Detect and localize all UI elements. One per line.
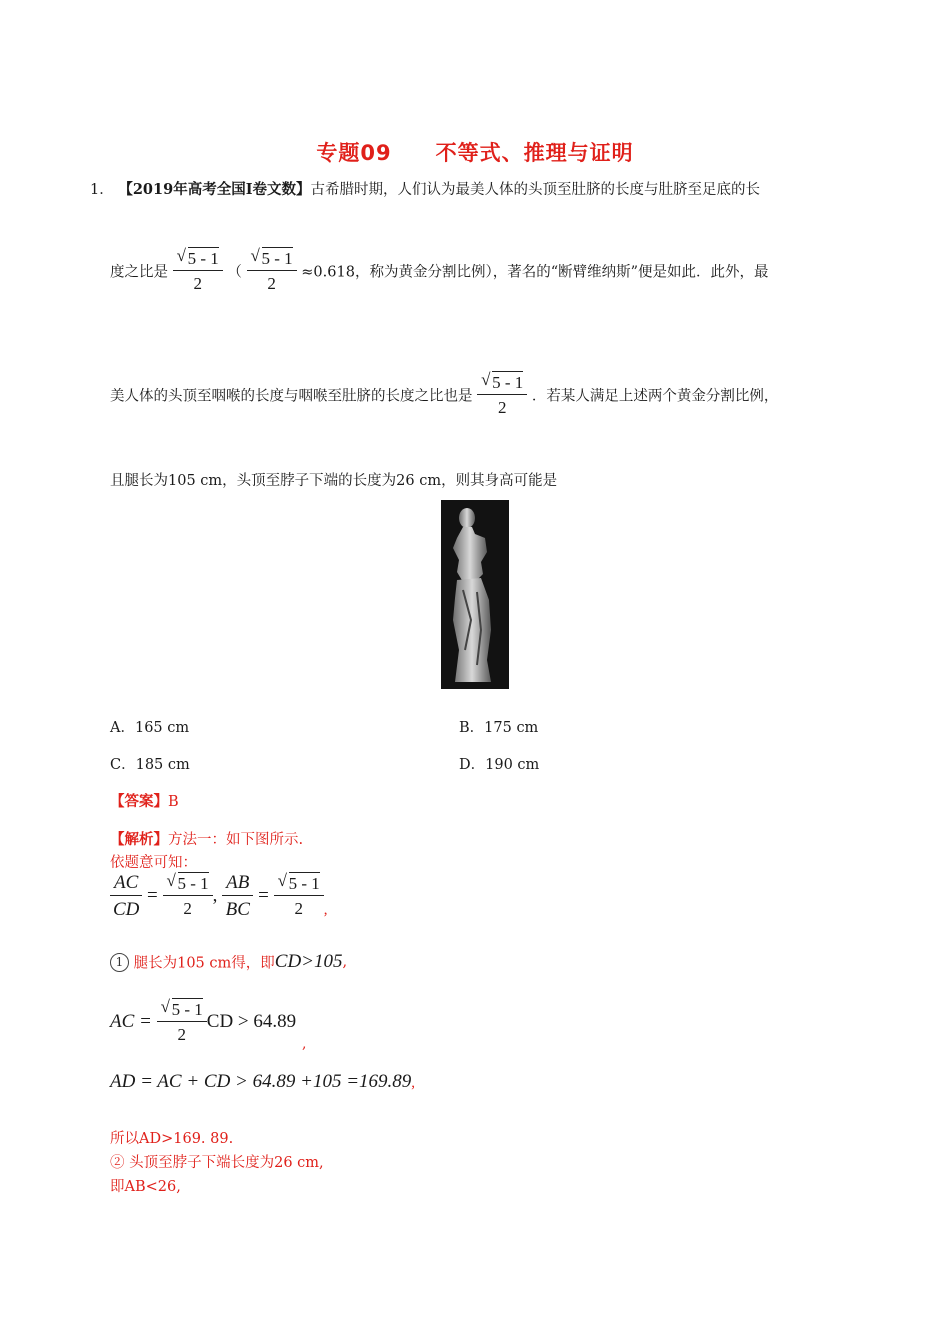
frac-numerator: 5 - 1 [492, 373, 524, 392]
title-part1: 专题09 [316, 141, 392, 165]
analysis-method: 方法一：如下图所示. [168, 832, 304, 848]
question-text-2b: （ [227, 264, 242, 281]
statue-icon [441, 500, 509, 689]
question-line-3 [110, 370, 779, 417]
page-title [0, 137, 950, 167]
question-text-3a: 美人体的头顶至咽喉的长度与咽喉至肚脐的长度之比也是 [110, 388, 473, 405]
option-b: B．175 cm [459, 720, 539, 736]
step1-math: CD>105 [274, 951, 343, 972]
frac-numerator: 5 - 1 [187, 249, 219, 268]
eq2-right: CD > 64.89 [206, 1011, 297, 1032]
eq1-golden-fraction-b: √ 5 - 1 2 [274, 875, 324, 917]
eq1-golden-fraction-a: √ 5 - 1 2 [163, 875, 213, 917]
analysis-line [110, 828, 303, 849]
eq1-ab: AB [222, 873, 253, 896]
frac-denominator: 2 [497, 398, 507, 417]
step1-text: 腿长为105 cm得，即 [133, 955, 275, 972]
eq2-left: AC = [110, 1011, 152, 1032]
frac-denominator: 2 [183, 899, 192, 918]
eq2-end: , [302, 1036, 307, 1052]
step-2: ② 头顶至脖子下端长度为26 cm, [110, 1155, 324, 1171]
eq2-golden-fraction: √ 5 - 1 2 [157, 1001, 207, 1043]
frac-numerator: 5 - 1 [177, 874, 209, 893]
equation-1: $\frac{AC}{CD}$ = √ 5 - 1 2 , $\frac{AB}{BC}$ = √ 5 - 1 2 , [110, 873, 328, 919]
option-a: A．165 cm [110, 720, 190, 736]
answer-label: 【答案】 [110, 793, 168, 810]
circled-number-1: 1 [110, 953, 129, 972]
eq1-ac: AC [110, 873, 142, 896]
eq1-bc: BC [225, 899, 250, 920]
venus-statue-image [441, 500, 509, 689]
answer-value: B [168, 794, 179, 810]
ab-over-bc [222, 873, 253, 919]
golden-ratio-fraction: √ 5 - 1 2 [173, 250, 223, 292]
option-d: D．190 cm [459, 757, 540, 773]
step-2b: 即AB<26, [110, 1179, 181, 1195]
frac-denominator: 2 [177, 1025, 186, 1044]
question-number: 1． [90, 182, 114, 198]
golden-ratio-fraction-3: √ 5 - 1 2 [477, 374, 527, 416]
question-line-1 [90, 178, 760, 199]
answer-line [110, 790, 179, 811]
ac-over-cd [110, 873, 142, 919]
question-line-4: 且腿长为105 cm，头顶至脖子下端的长度为26 cm，则其身高可能是 [110, 473, 558, 489]
question-text-1: 古希腊时期，人们认为最美人体的头顶至肚脐的长度与肚脐至足底的长 [310, 182, 760, 198]
step-1 [110, 951, 347, 973]
frac-numerator: 5 - 1 [171, 1000, 203, 1019]
frac-denominator: 2 [193, 274, 202, 293]
question-source: 【2019年高考全国Ⅰ卷文数】 [118, 181, 311, 198]
question-line-2 [110, 246, 769, 293]
frac-denominator: 2 [267, 274, 276, 293]
title-part2: 不等式、推理与证明 [435, 141, 634, 165]
question-text-2a: 度之比是 [110, 264, 168, 281]
analysis-label: 【解析】 [110, 831, 168, 848]
frac-numerator: 5 - 1 [288, 874, 320, 893]
eq3-end: , [411, 1075, 416, 1091]
analysis-given: 依题意可知： [110, 855, 197, 871]
eq3-text: AD = AC + CD > 64.89 +105 =169.89 [110, 1071, 412, 1092]
golden-ratio-fraction-2: √ 5 - 1 2 [247, 250, 297, 292]
so-line: 所以AD>169. 89. [110, 1131, 234, 1147]
frac-denominator: 2 [294, 899, 303, 918]
step1-end: , [342, 954, 348, 970]
frac-numerator: 5 - 1 [261, 249, 293, 268]
option-c: C．185 cm [110, 757, 190, 773]
eq1-cd: CD [112, 899, 140, 920]
equation-3 [110, 1071, 415, 1093]
question-text-3b: ．若某人满足上述两个黄金分割比例， [531, 388, 779, 405]
equation-2 [110, 997, 297, 1044]
question-text-2c: ≈0.618，称为黄金分割比例），著名的“断臂维纳斯”便是如此．此外，最 [301, 264, 769, 281]
